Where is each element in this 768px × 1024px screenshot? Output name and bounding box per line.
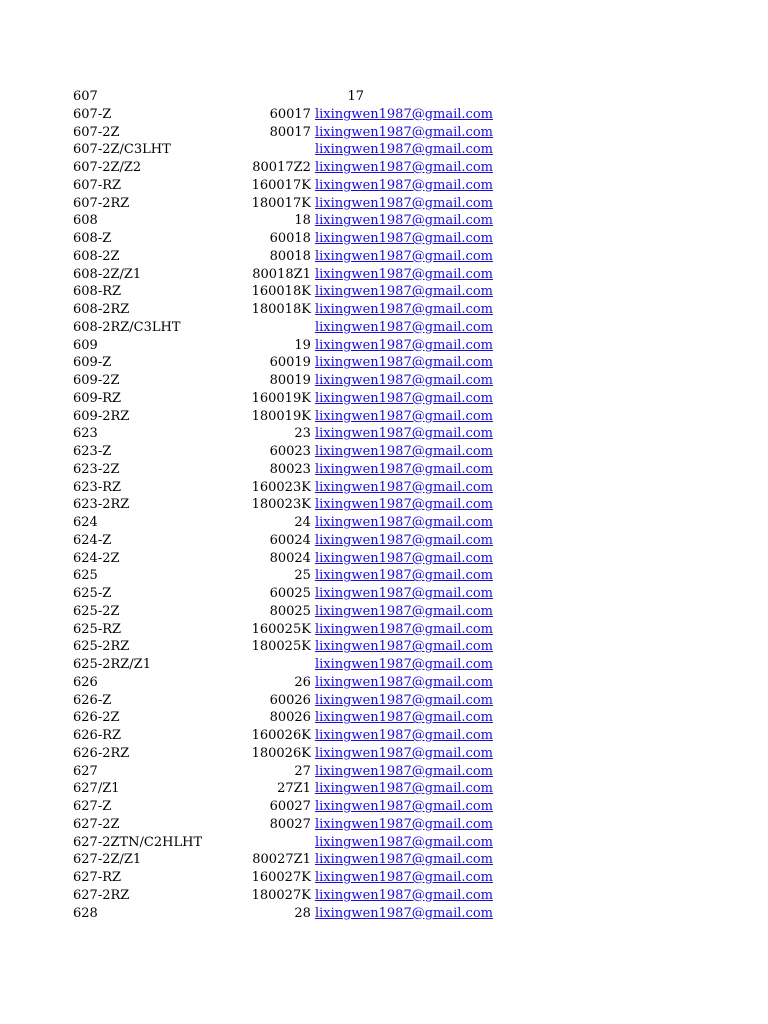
bearing-model: 609: [73, 337, 98, 353]
email-link[interactable]: lixingwen1987@gmail.com: [314, 816, 493, 832]
table-row: [73, 106, 493, 124]
bearing-model: 609-RZ: [73, 390, 122, 406]
bearing-code: 160019K: [251, 390, 311, 406]
email-link[interactable]: lixingwen1987@gmail.com: [314, 373, 493, 388]
bearing-model: 623-2Z: [73, 461, 120, 477]
bearing-model: 624-Z: [73, 532, 112, 548]
bearing-code: [196, 656, 315, 674]
bearing-code: 28: [294, 905, 311, 921]
table-row: [73, 479, 493, 497]
bearing-model: 623: [73, 426, 98, 442]
email-link[interactable]: lixingwen1987@gmail.com: [314, 266, 493, 282]
bearing-code: 80026: [269, 710, 311, 726]
bearing-model: 626-Z: [73, 692, 112, 708]
table-row: [73, 319, 493, 337]
table-row: [73, 372, 493, 390]
bearing-model: 609-Z: [73, 355, 112, 371]
bearing-model: 624-2Z: [73, 550, 120, 566]
bearing-code: 180017K: [251, 195, 311, 211]
bearing-code: 80023: [269, 461, 311, 477]
table-row: [73, 514, 493, 532]
bearing-code: 80025: [269, 603, 311, 619]
bearing-code: 26: [294, 674, 311, 690]
email-link[interactable]: lixingwen1987@gmail.com: [314, 586, 493, 601]
bearing-code: 160027K: [251, 870, 311, 885]
bearing-model: 608: [73, 213, 98, 229]
bearing-code: 160026K: [251, 728, 311, 743]
bearing-code: 60017: [269, 106, 311, 122]
bearing-model: 607-2Z: [73, 124, 120, 140]
email-link[interactable]: lixingwen1987@gmail.com: [314, 302, 493, 317]
bearing-model: 626-2RZ: [73, 745, 130, 761]
email-link[interactable]: lixingwen1987@gmail.com: [314, 106, 493, 122]
table-row: [73, 496, 493, 514]
table-row: [73, 780, 493, 798]
table-row: [73, 869, 493, 887]
email-link[interactable]: lixingwen1987@gmail.com: [314, 639, 493, 655]
email-link[interactable]: lixingwen1987@gmail.com: [314, 213, 493, 229]
table-row: [73, 709, 493, 727]
bearing-code: 80018Z1: [252, 266, 311, 282]
bearing-model: 627-2RZ: [73, 887, 130, 903]
bearing-model: 607-Z: [73, 106, 112, 122]
bearing-code: 180027K: [251, 887, 311, 903]
email-link[interactable]: lixingwen1987@gmail.com: [314, 195, 493, 211]
bearing-model: 609-2Z: [73, 373, 120, 388]
bearing-model: 626-RZ: [73, 728, 122, 743]
email-link[interactable]: lixingwen1987@gmail.com: [314, 160, 493, 175]
bearing-model: 625: [73, 568, 98, 584]
table-row: [73, 816, 493, 834]
table-row: [73, 141, 493, 159]
table-row: [73, 354, 493, 372]
email-link[interactable]: lixingwen1987@gmail.com: [314, 319, 493, 335]
table-row: [73, 727, 493, 745]
bearing-model: 608-2RZ/C3LHT: [73, 319, 181, 335]
table-row: [73, 195, 493, 213]
email-link[interactable]: lixingwen1987@gmail.com: [314, 497, 493, 513]
bearing-code: 60019: [269, 355, 311, 371]
email-link[interactable]: lixingwen1987@gmail.com: [314, 444, 493, 459]
table-row: [73, 301, 493, 319]
bearing-model: 623-RZ: [73, 479, 122, 495]
table-row: [73, 425, 493, 443]
bearing-code: 80018: [269, 248, 311, 264]
email-link[interactable]: lixingwen1987@gmail.com: [314, 390, 493, 406]
bearing-code: 60023: [269, 444, 311, 459]
bearing-code: 160018K: [251, 284, 311, 300]
bearing-code: 180026K: [251, 745, 311, 761]
bearing-code: 60024: [269, 532, 311, 548]
table-row: [73, 124, 493, 142]
email-link[interactable]: lixingwen1987@gmail.com: [314, 710, 493, 726]
table-row: [73, 585, 493, 603]
email-link[interactable]: lixingwen1987@gmail.com: [314, 337, 493, 353]
email-link[interactable]: lixingwen1987@gmail.com: [314, 231, 493, 246]
email-link[interactable]: lixingwen1987@gmail.com: [314, 657, 493, 672]
email-link[interactable]: lixingwen1987@gmail.com: [314, 781, 493, 797]
bearing-code: 80027: [269, 816, 311, 832]
table-row: [73, 266, 493, 284]
table-row: [73, 851, 493, 869]
bearing-code: [196, 141, 315, 159]
email-link[interactable]: lixingwen1987@gmail.com: [314, 852, 493, 868]
table-row: [73, 159, 493, 177]
bearing-code: 160023K: [251, 479, 311, 495]
bearing-code: 60027: [269, 799, 311, 814]
table-row: [73, 283, 493, 301]
table-row: [73, 621, 493, 639]
bearing-model: 627-Z: [73, 799, 112, 814]
bearing-code: 180018K: [251, 302, 311, 317]
email-link[interactable]: lixingwen1987@gmail.com: [314, 408, 493, 424]
bearing-table: [73, 88, 493, 922]
table-row: [73, 567, 493, 585]
table-row: [73, 230, 493, 248]
email-link[interactable]: lixingwen1987@gmail.com: [314, 603, 493, 619]
bearing-code: 180019K: [251, 408, 311, 424]
email-link[interactable]: lixingwen1987@gmail.com: [314, 905, 493, 921]
bearing-code: 80017: [269, 124, 311, 140]
table-row: [73, 248, 493, 266]
table-row: [73, 443, 493, 461]
bearing-model: 625-RZ: [73, 621, 122, 637]
bearing-code: 160025K: [251, 621, 311, 637]
bearing-model: 608-2Z/Z1: [73, 266, 142, 282]
bearing-code: 23: [294, 426, 311, 442]
bearing-code: 80024: [269, 550, 311, 566]
table-row: [73, 834, 493, 852]
bearing-code: 60025: [269, 586, 311, 601]
email-link[interactable]: lixingwen1987@gmail.com: [314, 799, 493, 814]
bearing-code: 180025K: [251, 639, 311, 655]
email-link[interactable]: lixingwen1987@gmail.com: [314, 834, 493, 850]
email-link[interactable]: lixingwen1987@gmail.com: [314, 461, 493, 477]
email-link[interactable]: lixingwen1987@gmail.com: [314, 177, 493, 193]
email-link[interactable]: lixingwen1987@gmail.com: [314, 515, 493, 530]
table-row: [73, 550, 493, 568]
table-row: [73, 656, 493, 674]
bearing-model: 626: [73, 674, 98, 690]
bearing-model: 625-Z: [73, 586, 112, 601]
table-row: [73, 763, 493, 781]
bearing-code: 27Z1: [277, 781, 311, 797]
email-link[interactable]: lixingwen1987@gmail.com: [314, 248, 493, 264]
bearing-code: 18: [294, 213, 311, 229]
bearing-model: 608-2RZ: [73, 302, 130, 317]
email-link[interactable]: lixingwen1987@gmail.com: [314, 124, 493, 140]
table-row: [73, 887, 493, 905]
bearing-model: 624: [73, 515, 98, 530]
bearing-model: 608-Z: [73, 231, 112, 246]
bearing-model: 607-2Z/Z2: [73, 160, 142, 175]
email-link[interactable]: lixingwen1987@gmail.com: [314, 142, 493, 158]
bearing-code: 60018: [269, 231, 311, 246]
bearing-model: 625-2Z: [73, 603, 120, 619]
bearing-model: 625-2RZ: [73, 639, 130, 655]
bearing-model: 608-RZ: [73, 284, 122, 300]
table-row: [73, 212, 493, 230]
table-row: [73, 905, 493, 923]
bearing-code: 17: [347, 89, 364, 104]
bearing-code: 80017Z2: [252, 160, 311, 175]
email-link[interactable]: lixingwen1987@gmail.com: [314, 426, 493, 442]
email-link[interactable]: lixingwen1987@gmail.com: [314, 745, 493, 761]
table-row: [73, 337, 493, 355]
email-link[interactable]: lixingwen1987@gmail.com: [314, 870, 493, 885]
email-link[interactable]: lixingwen1987@gmail.com: [314, 532, 493, 548]
table-row: [73, 88, 493, 106]
bearing-model: 625-2RZ/Z1: [73, 657, 151, 672]
email-link[interactable]: lixingwen1987@gmail.com: [314, 692, 493, 708]
table-row: [73, 745, 493, 763]
bearing-code: 27: [294, 763, 311, 779]
bearing-model: 626-2Z: [73, 710, 120, 726]
bearing-model: 607-RZ: [73, 177, 122, 193]
bearing-code: 80019: [269, 373, 311, 388]
table-row: [73, 798, 493, 816]
bearing-code: 180023K: [251, 497, 311, 513]
email-link[interactable]: lixingwen1987@gmail.com: [314, 479, 493, 495]
bearing-model: 609-2RZ: [73, 408, 130, 424]
email-link[interactable]: lixingwen1987@gmail.com: [314, 887, 493, 903]
bearing-model: 607: [73, 89, 98, 104]
table-row: [73, 390, 493, 408]
bearing-code: [202, 834, 315, 852]
bearing-model: 627-2ZTN/C2HLHT: [73, 834, 203, 850]
bearing-model: 627: [73, 763, 98, 779]
bearing-model: 627-2Z: [73, 816, 120, 832]
bearing-model: 623-Z: [73, 444, 112, 459]
bearing-model: 627-RZ: [73, 870, 122, 885]
table-row: [73, 461, 493, 479]
email-link[interactable]: lixingwen1987@gmail.com: [314, 763, 493, 779]
bearing-model: 607-2RZ: [73, 195, 130, 211]
table-row: [73, 408, 493, 426]
email-link[interactable]: lixingwen1987@gmail.com: [314, 728, 493, 743]
table-row: [73, 603, 493, 621]
email-link[interactable]: lixingwen1987@gmail.com: [314, 355, 493, 371]
bearing-code: 24: [294, 515, 311, 530]
table-row: [73, 674, 493, 692]
email-link[interactable]: lixingwen1987@gmail.com: [314, 674, 493, 690]
email-link[interactable]: lixingwen1987@gmail.com: [314, 550, 493, 566]
bearing-model: 627-2Z/Z1: [73, 852, 142, 868]
table-row: [73, 638, 493, 656]
bearing-code: 80027Z1: [252, 852, 311, 868]
bearing-code: 25: [294, 568, 311, 584]
bearing-model: 607-2Z/C3LHT: [73, 142, 171, 158]
table-row: [73, 692, 493, 710]
email-link[interactable]: lixingwen1987@gmail.com: [314, 284, 493, 300]
bearing-code: 60026: [269, 692, 311, 708]
table-row: [73, 532, 493, 550]
email-link[interactable]: lixingwen1987@gmail.com: [314, 568, 493, 584]
bearing-code: [196, 319, 315, 337]
bearing-model: 628: [73, 905, 98, 921]
bearing-model: 608-2Z: [73, 248, 120, 264]
bearing-code: 160017K: [251, 177, 311, 193]
bearing-code: 19: [294, 337, 311, 353]
bearing-model: 623-2RZ: [73, 497, 130, 513]
email-link[interactable]: lixingwen1987@gmail.com: [314, 621, 493, 637]
table-row: [73, 177, 493, 195]
bearing-model: 627/Z1: [73, 781, 120, 797]
